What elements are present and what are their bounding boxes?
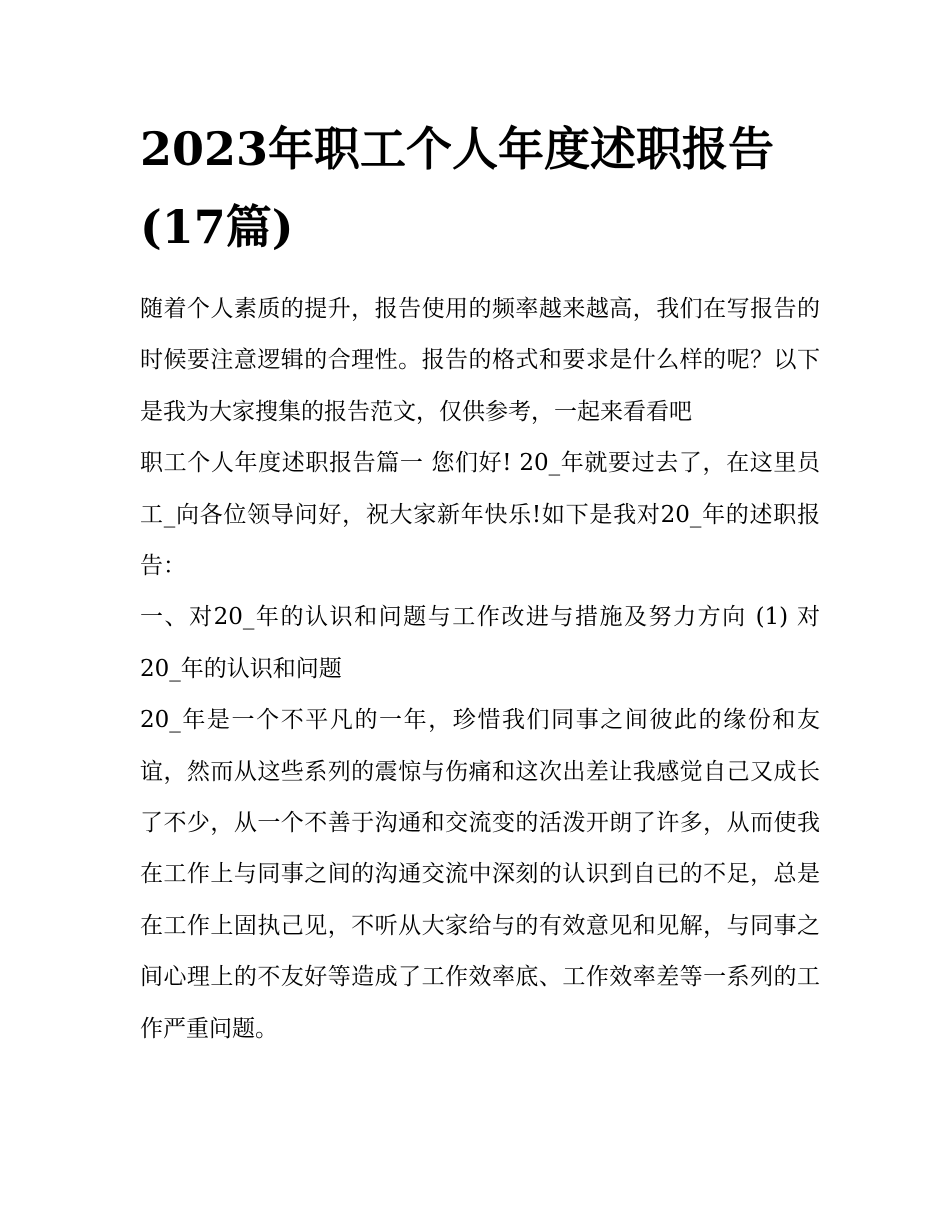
document-title: 2023年职工个人年度述职报告(17篇) [140, 122, 775, 254]
paragraph-reflection: 20_年是一个不平凡的一年，珍惜我们同事之间彼此的缘份和友谊，然而从这些系列的震惊与伤痛和这次出差让我感觉自己又成长了不少，从一个不善于沟通和交流变的活泼开朗了许多，从而使我在工作上与同事之间的沟通交流中深刻的认识到自已的不足，总是在工作上固执己见，不听从大家给与的有效意见和见解，与同事之间心理上的不友好等造成了工作效率底、工作效率差等一系列的工作严重问题。 [140, 707, 820, 1042]
paragraph-section-heading: 一、对20_年的认识和问题与工作改进与措施及努力方向 (1) 对20_年的认识和问题 [140, 604, 820, 682]
document-body [140, 284, 820, 1055]
paragraph-intro: 随着个人素质的提升，报告使用的频率越来越高，我们在写报告的时候要注意逻辑的合理性。报告的格式和要求是什么样的呢？以下是我为大家搜集的报告范文，仅供参考，一起来看看吧 [140, 296, 820, 425]
document-page [140, 110, 820, 1055]
paragraph-greeting: 职工个人年度述职报告篇一 您们好! 20_年就要过去了，在这里员工_向各位领导问好，祝大家新年快乐!如下是我对20_年的述职报告： [140, 450, 820, 580]
